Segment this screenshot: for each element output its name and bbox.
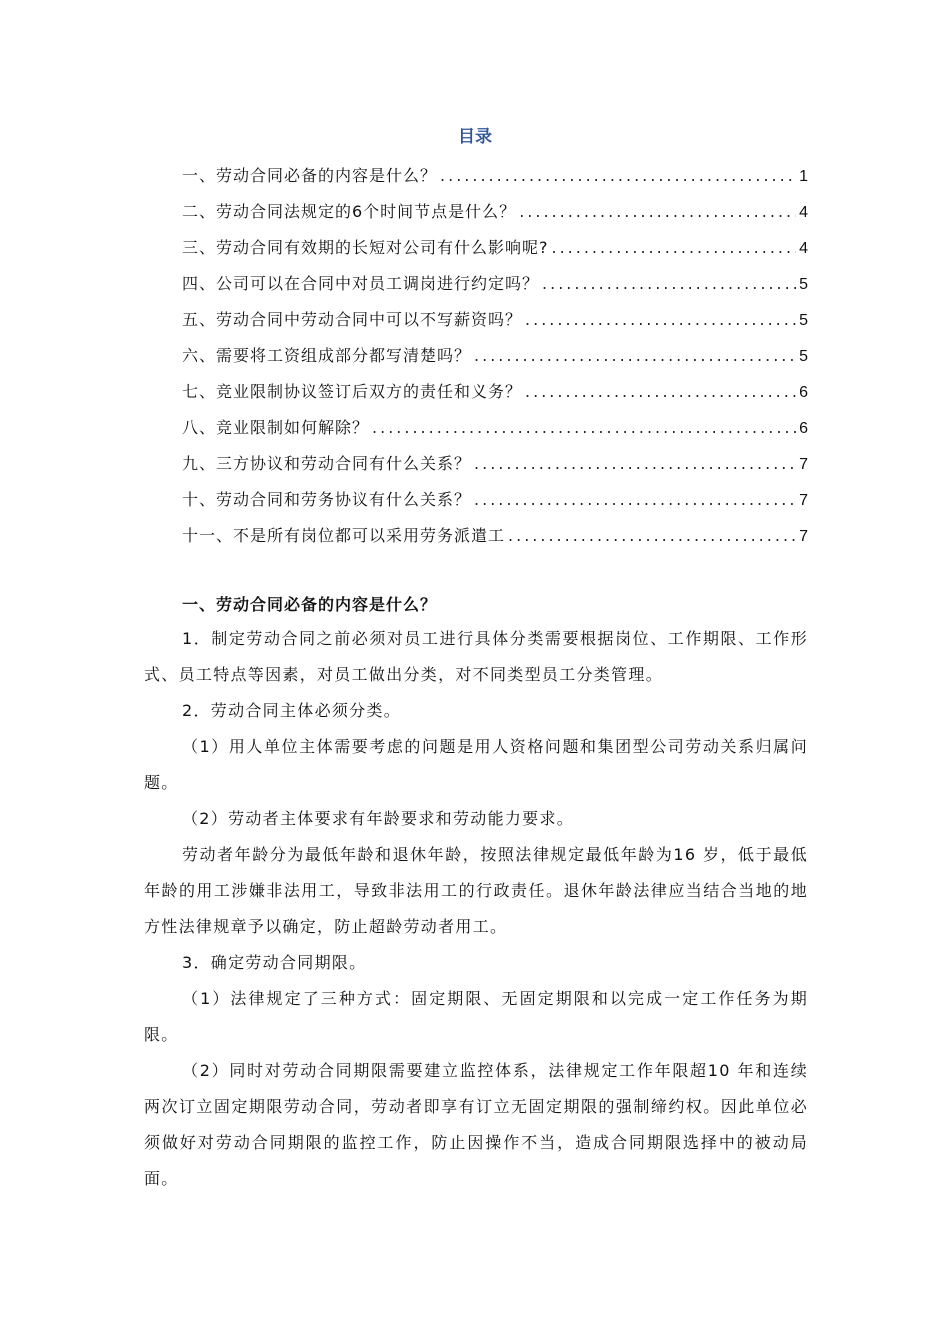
paragraph: （1）用人单位主体需要考虑的问题是用人资格问题和集团型公司劳动关系归属问题。 bbox=[144, 737, 808, 792]
toc-entry[interactable] bbox=[182, 482, 808, 518]
toc-entry-label: 二、劳动合同法规定的6个时间节点是什么？ bbox=[182, 202, 517, 221]
toc-entry-label: 五、劳动合同中劳动合同中可以不写薪资吗？ bbox=[182, 310, 523, 329]
toc-entry[interactable] bbox=[182, 266, 808, 302]
toc-title: 目录 bbox=[458, 127, 492, 147]
toc-entry-page: 5 bbox=[799, 276, 808, 293]
paragraph: （2）劳动者主体要求有年龄要求和劳动能力要求。 bbox=[182, 809, 575, 828]
toc-entry-label: 十、劳动合同和劳务协议有什么关系？ bbox=[182, 490, 472, 509]
toc-entry[interactable] bbox=[182, 158, 808, 194]
toc-entry-label: 十一、不是所有岗位都可以采用劳务派遣工 bbox=[182, 526, 506, 545]
toc-entry[interactable] bbox=[182, 338, 808, 374]
toc-entry[interactable] bbox=[182, 302, 808, 338]
toc-dot-leader bbox=[508, 518, 796, 554]
toc-entry-page: 7 bbox=[799, 456, 808, 473]
section-1 bbox=[144, 589, 808, 1197]
toc-dot-leader bbox=[525, 302, 796, 338]
toc-entry-page: 5 bbox=[799, 348, 808, 365]
toc-entry[interactable] bbox=[182, 518, 808, 554]
toc-entry-label: 一、劳动合同必备的内容是什么？ bbox=[182, 166, 438, 185]
table-of-contents bbox=[182, 158, 808, 554]
toc-entry[interactable] bbox=[182, 230, 808, 266]
paragraph: 1．制定劳动合同之前必须对员工进行具体分类需要根据岗位、工作期限、工作形式、员工特点等因素，对员工做出分类，对不同类型员工分类管理。 bbox=[144, 629, 808, 684]
toc-dot-leader bbox=[474, 338, 796, 374]
toc-entry-label: 七、竞业限制协议签订后双方的责任和义务？ bbox=[182, 382, 523, 401]
toc-entry-label: 九、三方协议和劳动合同有什么关系？ bbox=[182, 454, 472, 473]
paragraph: 3．确定劳动合同期限。 bbox=[182, 953, 367, 972]
paragraph: （1）法律规定了三种方式：固定期限、无固定期限和以完成一定工作任务为期限。 bbox=[144, 989, 808, 1044]
toc-entry-page: 4 bbox=[799, 240, 808, 257]
toc-entry[interactable] bbox=[182, 410, 808, 446]
toc-entry-label: 八、竞业限制如何解除？ bbox=[182, 418, 370, 437]
toc-entry-label: 四、公司可以在合同中对员工调岗进行约定吗？ bbox=[182, 274, 540, 293]
toc-entry-label: 三、劳动合同有效期的长短对公司有什么影响呢? bbox=[182, 238, 549, 257]
toc-entry[interactable] bbox=[182, 194, 808, 230]
toc-dot-leader bbox=[519, 194, 796, 230]
toc-entry-page: 4 bbox=[799, 204, 808, 221]
toc-dot-leader bbox=[474, 446, 796, 482]
toc-dot-leader bbox=[552, 230, 797, 266]
toc-entry-page: 6 bbox=[799, 420, 808, 437]
toc-entry-page: 7 bbox=[799, 492, 808, 509]
toc-entry[interactable] bbox=[182, 374, 808, 410]
paragraph: 劳动者年龄分为最低年龄和退休年龄，按照法律规定最低年龄为16 岁，低于最低年龄的用工涉嫌非法用工，导致非法用工的行政责任。退休年龄法律应当结合当地的地方性法律规章予以确定，防止超龄劳动者用工。 bbox=[144, 845, 808, 936]
toc-dot-leader bbox=[372, 410, 796, 446]
toc-entry-page: 1 bbox=[799, 168, 808, 185]
toc-entry-page: 5 bbox=[799, 312, 808, 329]
toc-entry-label: 六、需要将工资组成部分都写清楚吗？ bbox=[182, 346, 472, 365]
paragraph: （2）同时对劳动合同期限需要建立监控体系，法律规定工作年限超10 年和连续两次订立固定期限劳动合同，劳动者即享有订立无固定期限的强制缔约权。因此单位必须做好对劳动合同期限的监控工作，防止因操作不当，造成合同期限选择中的被动局面。 bbox=[144, 1061, 808, 1188]
section-heading: 一、劳动合同必备的内容是什么？ bbox=[182, 595, 438, 614]
toc-entry[interactable] bbox=[182, 446, 808, 482]
toc-dot-leader bbox=[525, 374, 796, 410]
toc-dot-leader bbox=[474, 482, 796, 518]
toc-entry-page: 7 bbox=[799, 528, 808, 545]
paragraph: 2．劳动合同主体必须分类。 bbox=[182, 701, 402, 720]
toc-dot-leader bbox=[440, 158, 796, 194]
toc-entry-page: 6 bbox=[799, 384, 808, 401]
toc-dot-leader bbox=[542, 266, 796, 302]
